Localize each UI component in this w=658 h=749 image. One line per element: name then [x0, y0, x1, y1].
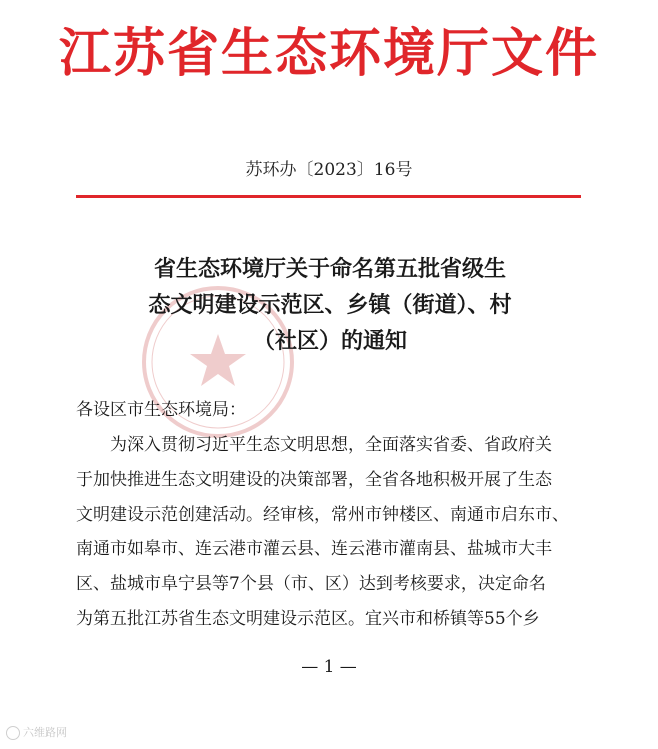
watermark-logo-icon	[6, 726, 20, 740]
body-line: 为深入贯彻习近平生态文明思想，全面落实省委、省政府关	[76, 435, 552, 455]
notice-title-line: 省生态环境厅关于命名第五批省级生	[153, 257, 506, 282]
watermark-text: 六维路网	[23, 726, 67, 739]
watermark	[6, 724, 67, 740]
body-line: 文明建设示范创建活动。经审核，常州市钟楼区、南通市启东市、	[76, 504, 569, 525]
red-divider-line	[76, 195, 581, 198]
addressee: 各设区市生态环境局：	[76, 400, 246, 420]
page-number: — 1 —	[301, 657, 357, 677]
notice-title-line: （社区）的通知	[252, 329, 407, 354]
notice-title	[70, 252, 590, 360]
body-paragraph	[76, 428, 588, 637]
document-number: 苏环办〔2023〕16号	[245, 160, 413, 180]
body-line: 于加快推进生态文明建设的决策部署，全省各地积极开展了生态	[76, 469, 552, 490]
body-line: 为第五批江苏省生态文明建设示范区。宜兴市和桥镇等55个乡	[76, 608, 540, 629]
body-line: 南通市如皋市、连云港市灌云县、连云港市灌南县、盐城市大丰	[76, 539, 552, 560]
notice-title-line: 态文明建设示范区、乡镇（街道）、村	[148, 293, 512, 318]
document-header-title: 江苏省生态环境厅文件	[58, 24, 599, 84]
body-line: 区、盐城市阜宁县等7个县（市、区）达到考核要求，决定命名	[76, 574, 546, 595]
